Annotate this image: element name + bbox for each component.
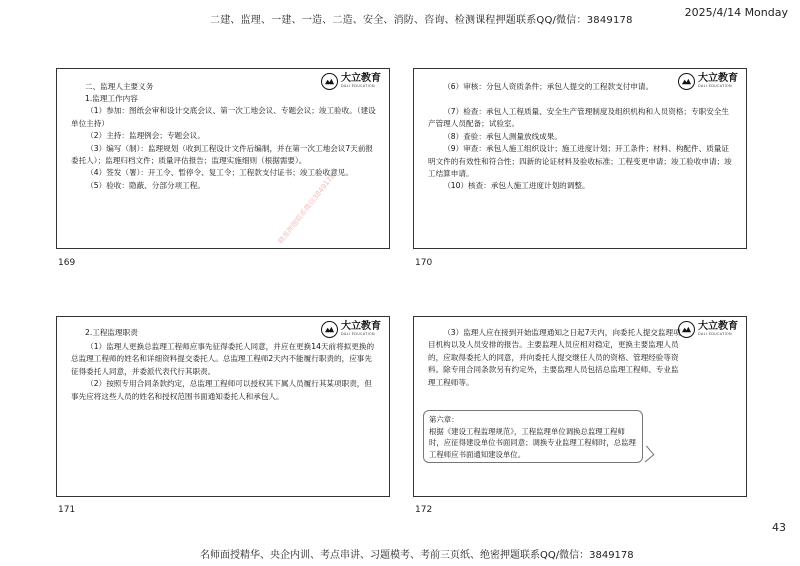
paragraph: （8）查验：承包人测量放线成果。 [443, 131, 562, 141]
slide-170 [413, 68, 747, 249]
slide-number: 170 [415, 258, 433, 268]
slide-number: 172 [415, 505, 433, 515]
paragraph: （9）审查：承包人施工组织设计；施工进度计划；开工条件；材料、构配件、质量证明文件的有效性和符合性；四新的论证材料及验收标准；工程变更申请；竣工验收申请；竣工结算申请。 [428, 144, 732, 179]
paragraph: （3）监理人应在接到开始监理通知之日起7天内，向委托人提交监理项目机构以及人员安排的报告。主要监理人员应相对稳定，更换主要监理人员的，应取得委托人的同意，并向委托人提交继任人员的资格、管理经验等资料。除专用合同条款另有约定外，主要监理人员包括总监理工程师、专业监理工程师等。 [428, 328, 681, 387]
logo-name: 大立教育 [698, 321, 738, 333]
paragraph: （10）核查：承包人施工进度计划的调整。 [443, 181, 590, 191]
header-banner: 二建、监理、一建、一造、二造、安全、消防、咨询、检测课程押题联系QQ/微信：3849178 [210, 15, 633, 26]
paragraph: （5）验收：隐蔽、分部分项工程。 [86, 180, 205, 190]
logo-subtitle: DALI EDUCATION [698, 84, 732, 89]
logo [321, 73, 381, 90]
logo-subtitle: DALI EDUCATION [341, 332, 375, 337]
header-date: 2025/4/14 Monday [684, 6, 788, 19]
paragraph: （7）检查：承包人工程质量、安全生产管理制度及组织机构和人员资格；专职安全生产管理人员配备；试验室。 [428, 107, 729, 129]
paragraph: （1）监理人更换总监理工程师应事先征得委托人同意，并应在更换14天前将拟更换的总监理工程师的姓名和详细资料提交委托人。总监理工程师2天内不能履行职责的，应事先征得委托人同意，并委派代表代行其职责。 [71, 342, 375, 376]
slide-169 [56, 68, 390, 249]
logo [678, 73, 738, 90]
paragraph: （2）主持：监理例会；专题会议。 [86, 131, 205, 141]
sub-heading: 2.工程监理职责 [85, 328, 138, 337]
page-number: 43 [772, 521, 786, 534]
logo-name: 大立教育 [698, 73, 738, 85]
slide-171 [56, 316, 390, 497]
logo [678, 321, 738, 338]
logo-subtitle: DALI EDUCATION [698, 332, 732, 337]
footer-banner: 名师面授精华、央企内训、考点串讲、习题模考、考前三页纸、绝密押题联系QQ/微信：3849178 [200, 550, 634, 561]
callout-note [423, 410, 643, 463]
logo-subtitle: DALI EDUCATION [341, 84, 375, 89]
slide-number: 169 [58, 258, 76, 268]
callout-text: 根据《建设工程监理规范》，工程监理单位调换总监理工程师时，应征得建设单位书面同意；调换专业监理工程师时，总监理工程师应书面通知建设单位。 [429, 426, 636, 459]
watermark: 精准押题联系微信3849178 [276, 171, 337, 246]
paragraph: （4）签发（署）：开工令、暂停令、复工令；工程款支付证书；竣工验收意见。 [86, 168, 353, 178]
slide-172 [413, 316, 747, 497]
slide-number: 171 [58, 505, 76, 515]
paragraph: （2）按照专用合同条款约定，总监理工程师可以授权其下属人员履行其某项职责，但事先应将这些人员的姓名和授权范围书面通知委托人和承包人。 [71, 379, 372, 401]
section-heading: 二、监理人主要义务 [85, 82, 154, 91]
paragraph: （6）审核：分包人资质条件；承包人提交的工程款支付申请。 [443, 82, 654, 91]
logo-name: 大立教育 [341, 321, 381, 333]
sub-heading: 1.监理工作内容 [85, 94, 138, 103]
callout-title: 第六章： [429, 415, 459, 424]
logo-name: 大立教育 [341, 73, 381, 85]
logo [321, 321, 381, 338]
paragraph: （1）参加：图纸会审和设计交底会议、第一次工地会议、专题会议；竣工验收。（建设单位主持） [71, 106, 376, 128]
paragraph: （3）编写（制）：监理规划（收到工程设计文件后编制，并在第一次工地会议7天前报委托人）；监理归档文件；质量评估报告；监理实施细则（根据需要）。 [71, 143, 374, 166]
